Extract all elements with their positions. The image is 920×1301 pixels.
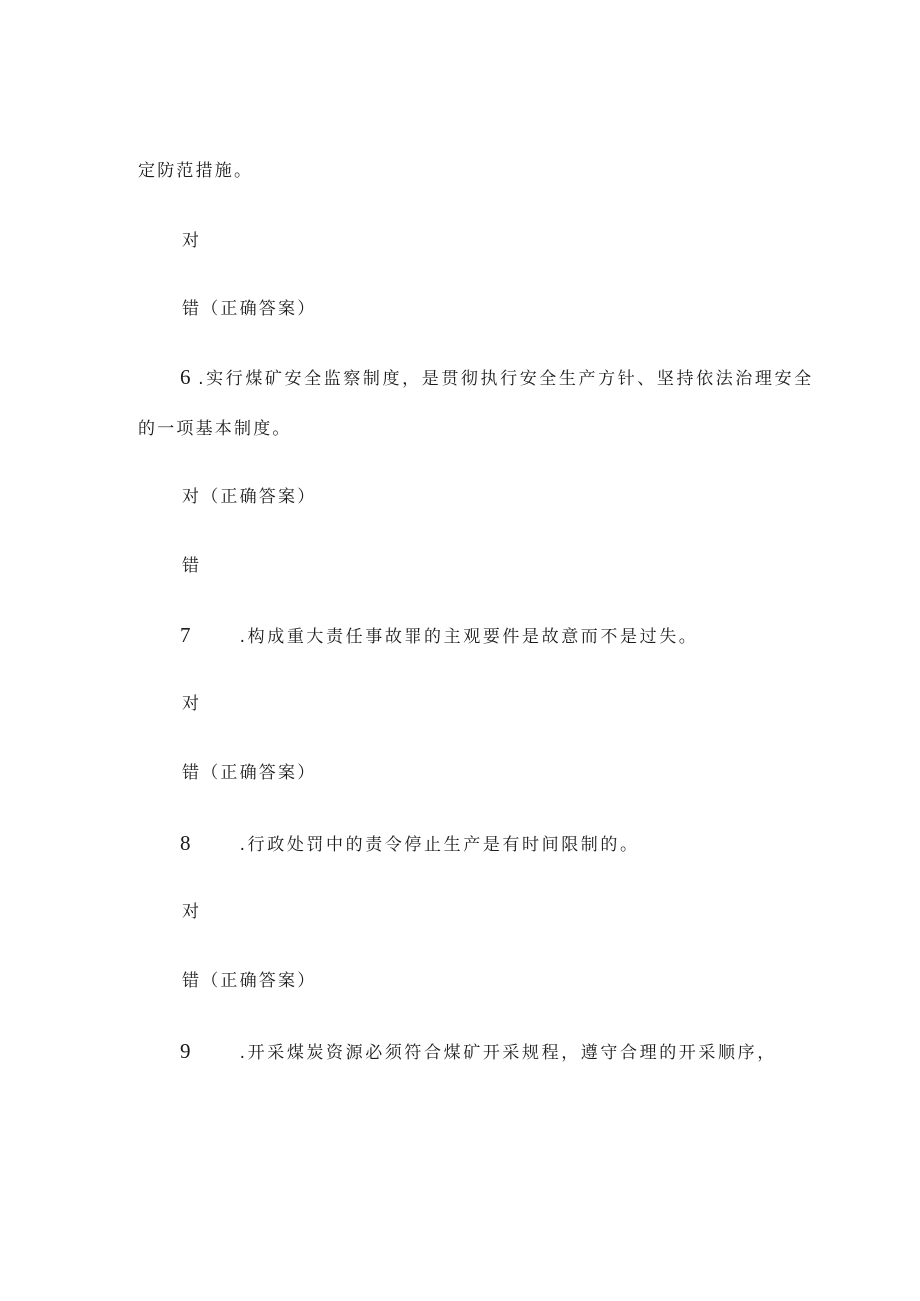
q7-number: 7 (180, 623, 191, 647)
q6-option-true: 对（正确答案） (182, 487, 317, 507)
q7-text: .构成重大责任事故罪的主观要件是故意而不是过失。 (239, 627, 699, 647)
q6-option-false: 错 (182, 556, 202, 576)
q8-question (180, 832, 640, 856)
q9-question (180, 1040, 777, 1064)
q8-text: .行政处罚中的责令停止生产是有时间限制的。 (239, 835, 640, 855)
q6-number: 6 (180, 365, 191, 389)
q8-option-false: 错（正确答案） (182, 971, 317, 991)
q7-question (180, 624, 698, 648)
q5-option-true: 对 (182, 231, 202, 251)
q7-option-false: 错（正确答案） (182, 763, 317, 783)
q9-text: .开采煤炭资源必须符合煤矿开采规程，遵守合理的开采顺序， (239, 1043, 777, 1063)
q6-text-line1: .实行煤矿安全监察制度，是贯彻执行安全生产方针、坚持依法治理安全 (198, 369, 814, 389)
q6-question (180, 366, 814, 390)
q6-text-line2: 的一项基本制度。 (138, 419, 292, 439)
q5-option-false: 错（正确答案） (182, 299, 317, 319)
q9-number: 9 (180, 1039, 191, 1063)
q7-option-true: 对 (182, 694, 202, 714)
q8-option-true: 对 (182, 902, 202, 922)
continuation-text: 定防范措施。 (138, 161, 254, 181)
q8-number: 8 (180, 831, 191, 855)
